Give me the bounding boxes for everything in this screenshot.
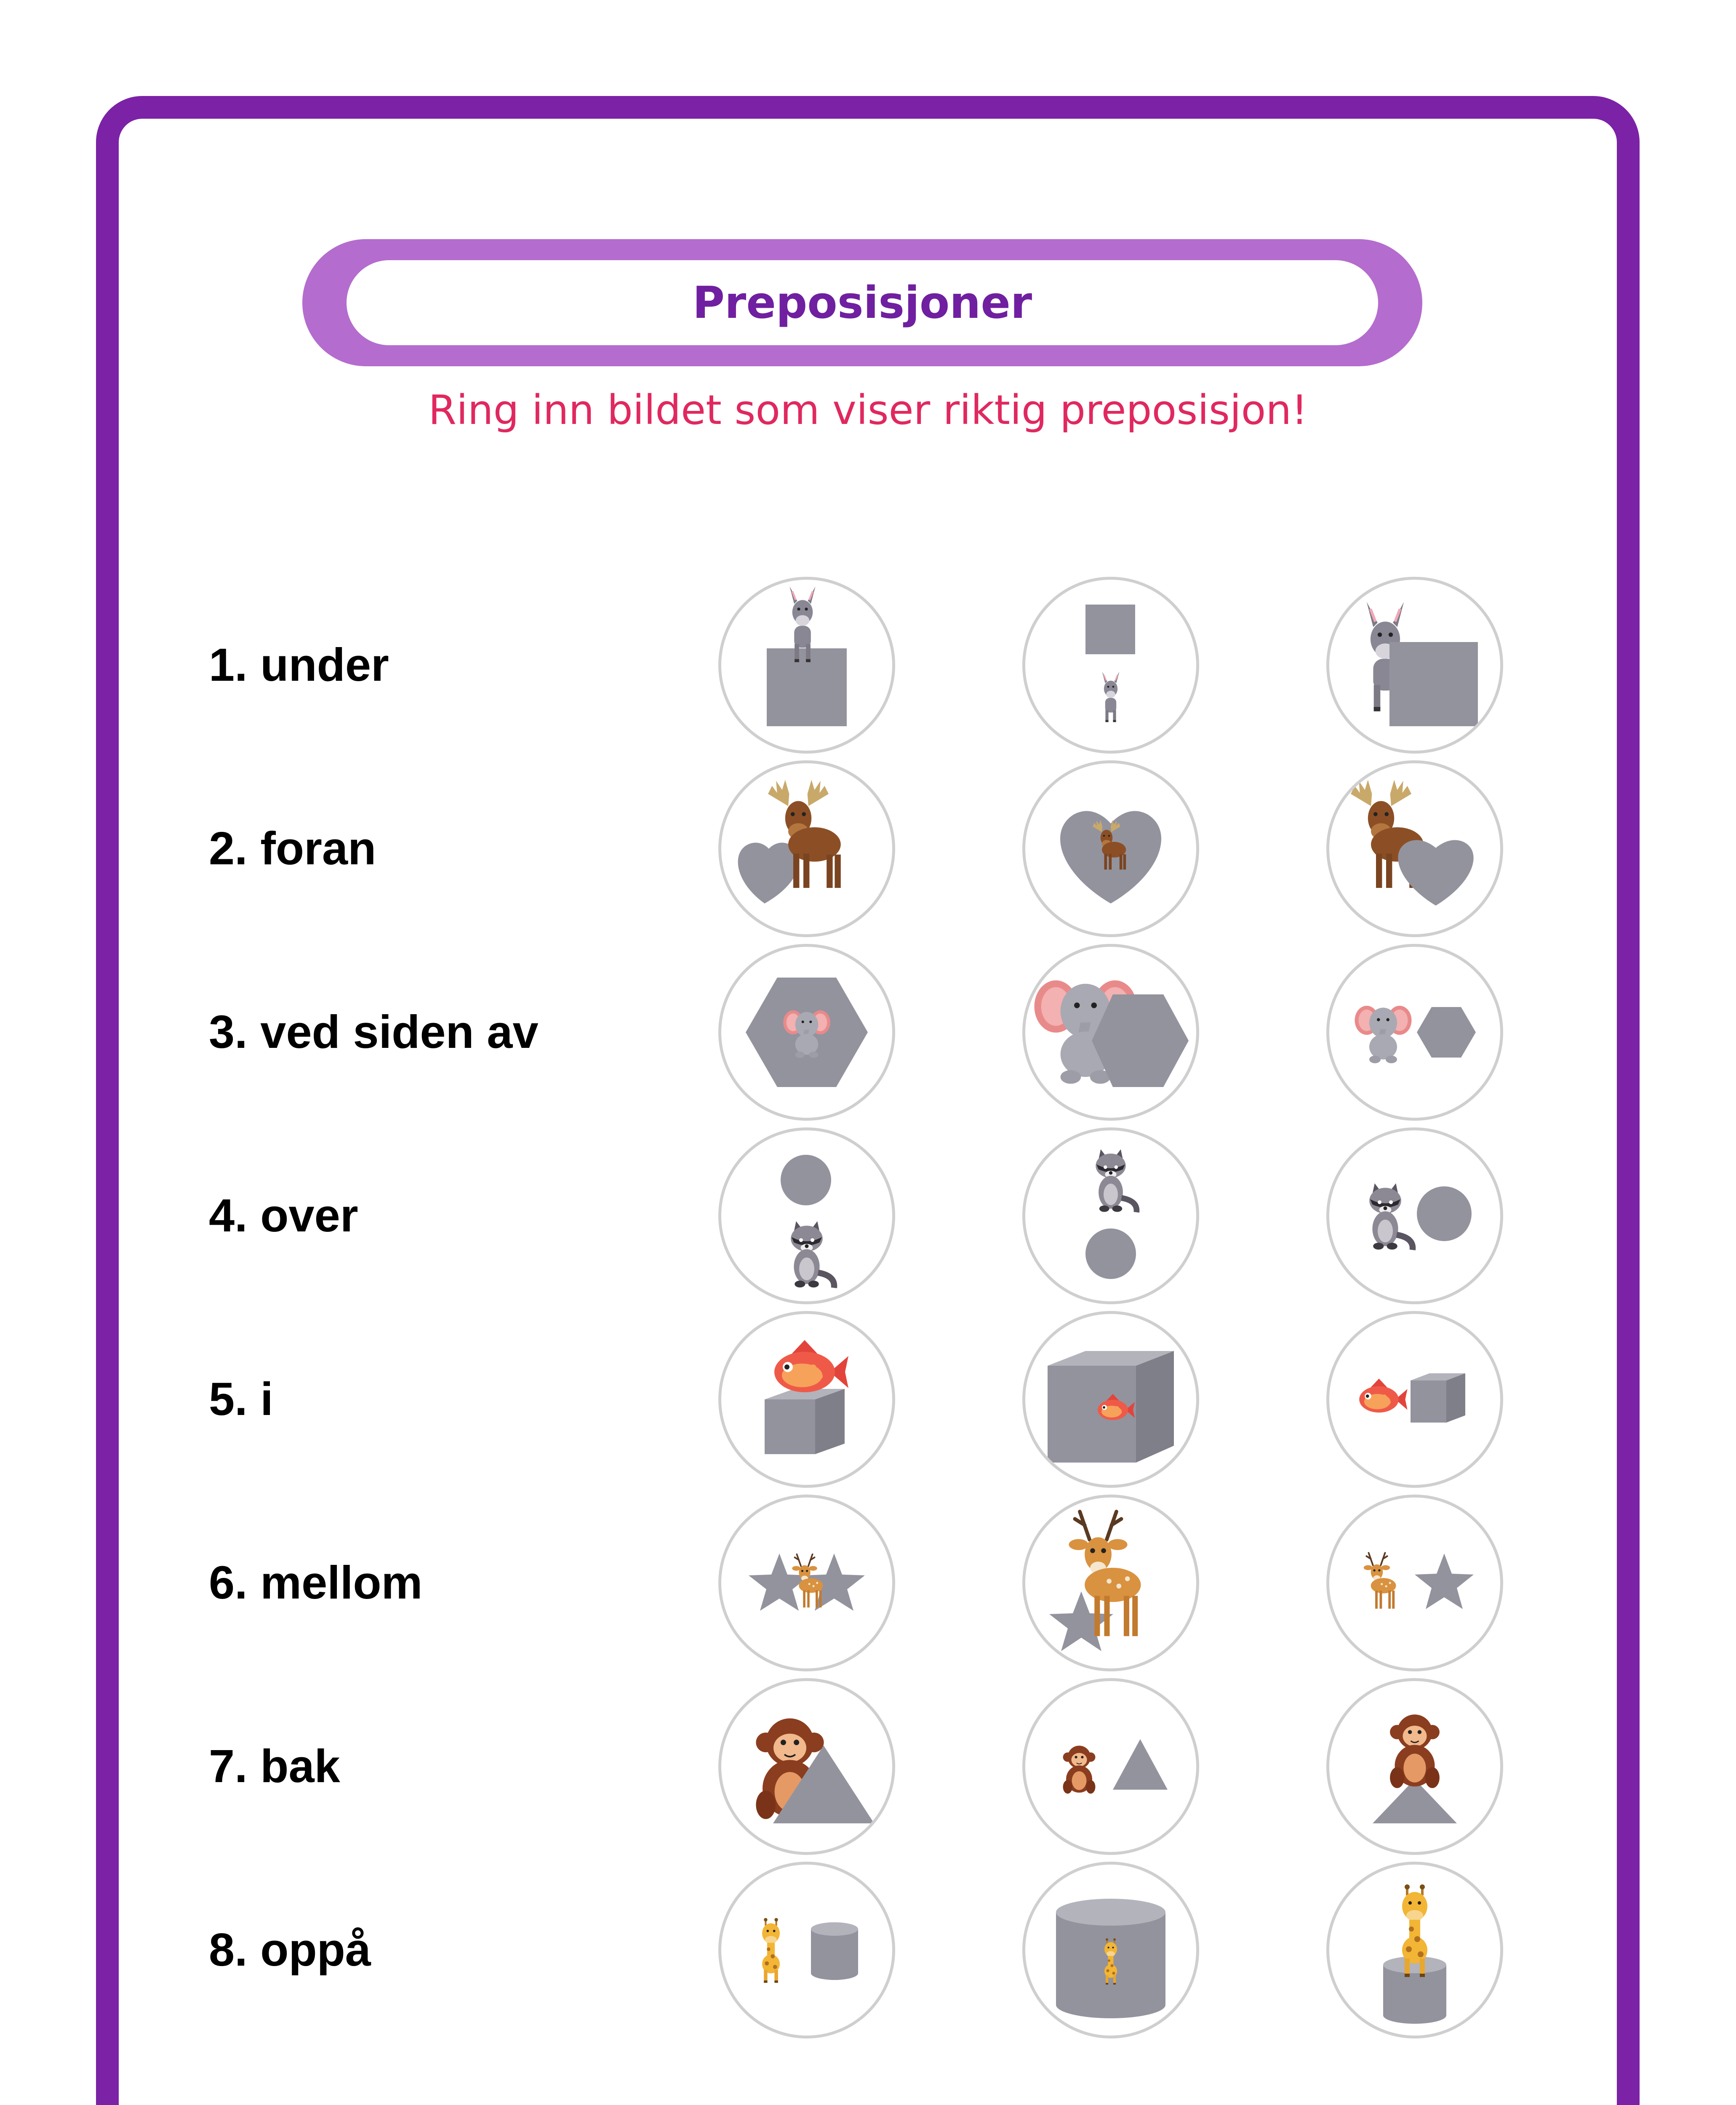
option-4a[interactable] <box>718 1127 895 1304</box>
option-1a[interactable] <box>718 577 895 754</box>
option-5b[interactable] <box>1022 1311 1199 1488</box>
donkey-icon <box>1102 671 1120 722</box>
hexagon-shape <box>1417 1007 1476 1058</box>
raccoon-icon <box>791 1221 834 1288</box>
moose-behind-heart-picture <box>1326 760 1503 937</box>
raccoon-beside-circle-picture <box>1326 1127 1503 1304</box>
donkey-behind-square-picture <box>1326 577 1503 754</box>
question-label-5: 5. i <box>209 1373 273 1425</box>
triangle-shape <box>1113 1739 1168 1790</box>
giraffe-in-cylinder-picture <box>1022 1862 1199 2038</box>
option-2a[interactable] <box>718 760 895 937</box>
option-1b[interactable] <box>1022 577 1199 754</box>
option-4c[interactable] <box>1326 1127 1503 1304</box>
square-shape <box>1389 642 1478 726</box>
option-3b[interactable] <box>1022 944 1199 1121</box>
elephant-behind-hexagon-picture <box>1022 944 1199 1121</box>
option-2c[interactable] <box>1326 760 1503 937</box>
option-8a[interactable] <box>718 1862 895 2038</box>
cylinder-shape <box>1383 1956 1446 2024</box>
title-banner <box>302 239 1422 366</box>
fish-on-cube-picture <box>718 1311 895 1488</box>
monkey-on-triangle-picture <box>1326 1678 1503 1855</box>
elephant-beside-hexagon-picture <box>1326 944 1503 1121</box>
question-label-7: 7. bak <box>209 1740 340 1792</box>
raccoon-over-circle-picture <box>1022 1127 1199 1304</box>
question-label-1: 1. under <box>209 639 389 691</box>
giraffe-beside-cylinder-picture <box>718 1862 895 2038</box>
option-4b[interactable] <box>1022 1127 1199 1304</box>
cube-shape <box>1411 1373 1465 1423</box>
option-7b[interactable] <box>1022 1678 1199 1855</box>
heart-shape <box>1398 840 1473 906</box>
square-shape <box>1085 605 1135 654</box>
elephant-in-hexagon-picture <box>718 944 895 1121</box>
elephant-icon <box>1355 1006 1412 1063</box>
deer-icon <box>1364 1553 1396 1609</box>
option-5a[interactable] <box>718 1311 895 1488</box>
raccoon-icon <box>1369 1183 1413 1250</box>
option-6a[interactable] <box>718 1495 895 1671</box>
giraffe-on-cylinder-picture <box>1326 1862 1503 2038</box>
question-label-8: 8. oppå <box>209 1924 371 1976</box>
raccoon-icon <box>1096 1149 1136 1212</box>
option-6b[interactable] <box>1022 1495 1199 1671</box>
star-shape <box>1415 1553 1474 1609</box>
fish-icon <box>774 1340 848 1392</box>
raccoon-under-circle-picture <box>718 1127 895 1304</box>
circle-shape <box>781 1155 831 1205</box>
title-banner-inner <box>347 260 1378 345</box>
giraffe-icon <box>762 1918 780 1983</box>
heart-shape <box>738 843 800 903</box>
circle-shape <box>1085 1228 1136 1279</box>
giraffe-icon <box>1402 1884 1427 1977</box>
deer-next-to-star-picture <box>1326 1495 1503 1671</box>
option-3a[interactable] <box>718 944 895 1121</box>
donkey-under-square-picture <box>1022 577 1199 754</box>
cube-shape <box>765 1389 845 1454</box>
option-7c[interactable] <box>1326 1678 1503 1855</box>
cylinder-shape <box>811 1922 858 1980</box>
option-2b[interactable] <box>1022 760 1199 937</box>
fish-icon <box>1359 1379 1407 1413</box>
instruction-text: Ring inn bildet som viser riktig preposisjon! <box>428 386 1308 434</box>
circle-shape <box>1417 1186 1472 1241</box>
question-label-3: 3. ved siden av <box>209 1006 539 1058</box>
option-7a[interactable] <box>718 1678 895 1855</box>
option-1c[interactable] <box>1326 577 1503 754</box>
question-label-2: 2. foran <box>209 823 376 874</box>
option-6c[interactable] <box>1326 1495 1503 1671</box>
fish-in-cube-picture <box>1022 1311 1199 1488</box>
deer-beside-star-picture <box>1022 1495 1199 1671</box>
moose-beside-heart-picture <box>718 760 895 937</box>
question-label-6: 6. mellom <box>209 1557 423 1609</box>
option-3c[interactable] <box>1326 944 1503 1121</box>
donkey-on-square-picture <box>718 577 895 754</box>
moose-in-heart-picture <box>1022 760 1199 937</box>
option-8b[interactable] <box>1022 1862 1199 2038</box>
page-title: Preposisjoner <box>692 277 1032 328</box>
monkey-beside-triangle-picture <box>1022 1678 1199 1855</box>
option-8c[interactable] <box>1326 1862 1503 2038</box>
monkey-icon <box>1390 1714 1440 1788</box>
monkey-behind-triangle-picture <box>718 1678 895 1855</box>
deer-between-stars-picture <box>718 1495 895 1671</box>
fish-beside-cube-picture <box>1326 1311 1503 1488</box>
question-label-4: 4. over <box>209 1190 358 1242</box>
option-5c[interactable] <box>1326 1311 1503 1488</box>
monkey-icon <box>1063 1745 1096 1793</box>
